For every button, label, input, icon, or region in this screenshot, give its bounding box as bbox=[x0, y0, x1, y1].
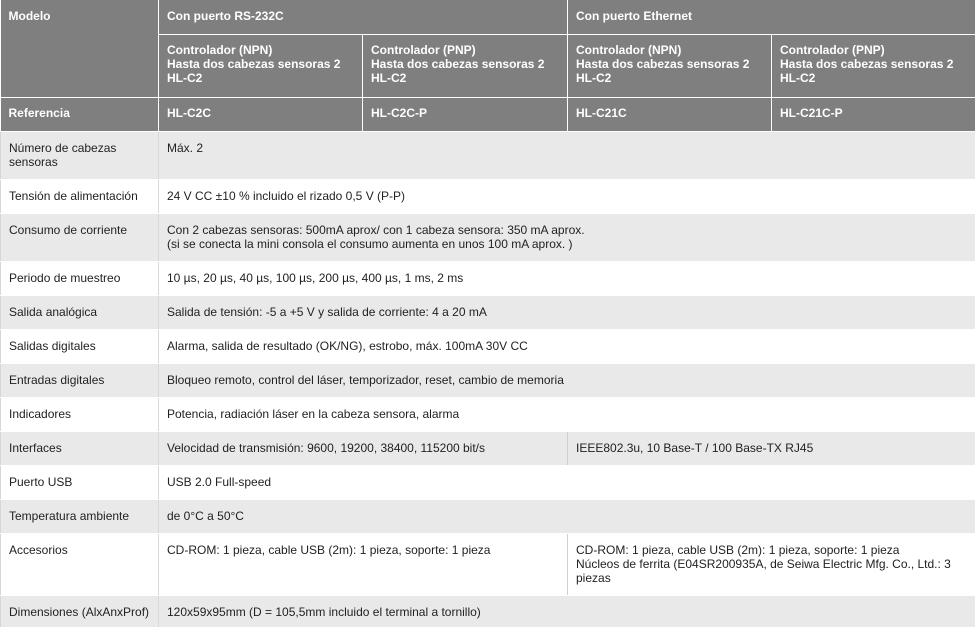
header-row-references bbox=[1, 97, 975, 131]
row-value: 24 V CC ±10 % incluido el rizado 0,5 V (P-P) bbox=[159, 179, 975, 213]
variant-pnp-ethernet: Controlador (PNP) Hasta dos cabezas sensoras 2 HL-C2 bbox=[772, 34, 975, 97]
row-value: 10 µs, 20 µs, 40 µs, 100 µs, 200 µs, 400 µs, 1 ms, 2 ms bbox=[159, 261, 975, 295]
spec-row-sampling bbox=[1, 261, 975, 295]
row-label: Periodo de muestreo bbox=[1, 261, 159, 295]
spec-row-current bbox=[1, 213, 975, 261]
reference-hl-c21c-p: HL-C21C-P bbox=[772, 97, 975, 131]
row-value: Máx. 2 bbox=[159, 131, 975, 179]
group-rs232c: Con puerto RS-232C bbox=[159, 0, 568, 34]
variant-npn-ethernet: Controlador (NPN) Hasta dos cabezas sensoras 2 HL-C2 bbox=[568, 34, 772, 97]
row-label: Entradas digitales bbox=[1, 363, 159, 397]
row-value: USB 2.0 Full-speed bbox=[159, 465, 975, 499]
row-label: Dimensiones (AlxAnxProf) bbox=[1, 595, 159, 627]
reference-hl-c2c-p: HL-C2C-P bbox=[363, 97, 568, 131]
row-label: Número de cabezas sensoras bbox=[1, 131, 159, 179]
row-value: de 0°C a 50°C bbox=[159, 499, 975, 533]
row-value-ethernet: IEEE802.3u, 10 Base-T / 100 Base-TX RJ45 bbox=[568, 431, 975, 465]
spec-row-digital-outputs bbox=[1, 329, 975, 363]
row-label: Indicadores bbox=[1, 397, 159, 431]
group-ethernet: Con puerto Ethernet bbox=[568, 0, 975, 34]
row-label: Accesorios bbox=[1, 533, 159, 595]
row-label: Salida analógica bbox=[1, 295, 159, 329]
reference-label: Referencia bbox=[1, 97, 159, 131]
row-label: Consumo de corriente bbox=[1, 213, 159, 261]
row-value: Con 2 cabezas sensoras: 500mA aprox/ con 1 cabeza sensora: 350 mA aprox. (si se conecta la mini consola el consumo aumenta en unos 100 mA aprox. ) bbox=[159, 213, 975, 261]
spec-row-interfaces bbox=[1, 431, 975, 465]
spec-row-heads bbox=[1, 131, 975, 179]
variant-npn-rs232: Controlador (NPN) Hasta dos cabezas sensoras 2 HL-C2 bbox=[159, 34, 363, 97]
spec-row-indicators bbox=[1, 397, 975, 431]
spec-row-analog-output bbox=[1, 295, 975, 329]
row-value: Alarma, salida de resultado (OK/NG), estrobo, máx. 100mA 30V CC bbox=[159, 329, 975, 363]
spec-row-voltage bbox=[1, 179, 975, 213]
row-value: Bloqueo remoto, control del láser, temporizador, reset, cambio de memoria bbox=[159, 363, 975, 397]
row-label: Interfaces bbox=[1, 431, 159, 465]
reference-hl-c2c: HL-C2C bbox=[159, 97, 363, 131]
row-label: Salidas digitales bbox=[1, 329, 159, 363]
row-label: Puerto USB bbox=[1, 465, 159, 499]
spec-row-accessories bbox=[1, 533, 975, 595]
header-row-groups bbox=[1, 0, 975, 34]
model-label: Modelo bbox=[1, 0, 159, 97]
reference-hl-c21c: HL-C21C bbox=[568, 97, 772, 131]
spec-row-dimensions bbox=[1, 595, 975, 627]
row-label: Temperatura ambiente bbox=[1, 499, 159, 533]
row-value: Potencia, radiación láser en la cabeza sensora, alarma bbox=[159, 397, 975, 431]
row-value: 120x59x95mm (D = 105,5mm incluido el terminal a tornillo) bbox=[159, 595, 975, 627]
variant-pnp-rs232: Controlador (PNP) Hasta dos cabezas sensoras 2 HL-C2 bbox=[363, 34, 568, 97]
row-value-ethernet: CD-ROM: 1 pieza, cable USB (2m): 1 pieza, soporte: 1 pieza Núcleos de ferrita (E04SR200935A, de Seiwa Electric Mfg. Co., Ltd.: 3 piezas bbox=[568, 533, 975, 595]
spec-row-temperature bbox=[1, 499, 975, 533]
row-value-rs232: CD-ROM: 1 pieza, cable USB (2m): 1 pieza, soporte: 1 pieza bbox=[159, 533, 568, 595]
spec-row-usb bbox=[1, 465, 975, 499]
row-value: Salida de tensión: -5 a +5 V y salida de corriente: 4 a 20 mA bbox=[159, 295, 975, 329]
spec-row-digital-inputs bbox=[1, 363, 975, 397]
row-value-rs232: Velocidad de transmisión: 9600, 19200, 38400, 115200 bit/s bbox=[159, 431, 568, 465]
row-label: Tensión de alimentación bbox=[1, 179, 159, 213]
